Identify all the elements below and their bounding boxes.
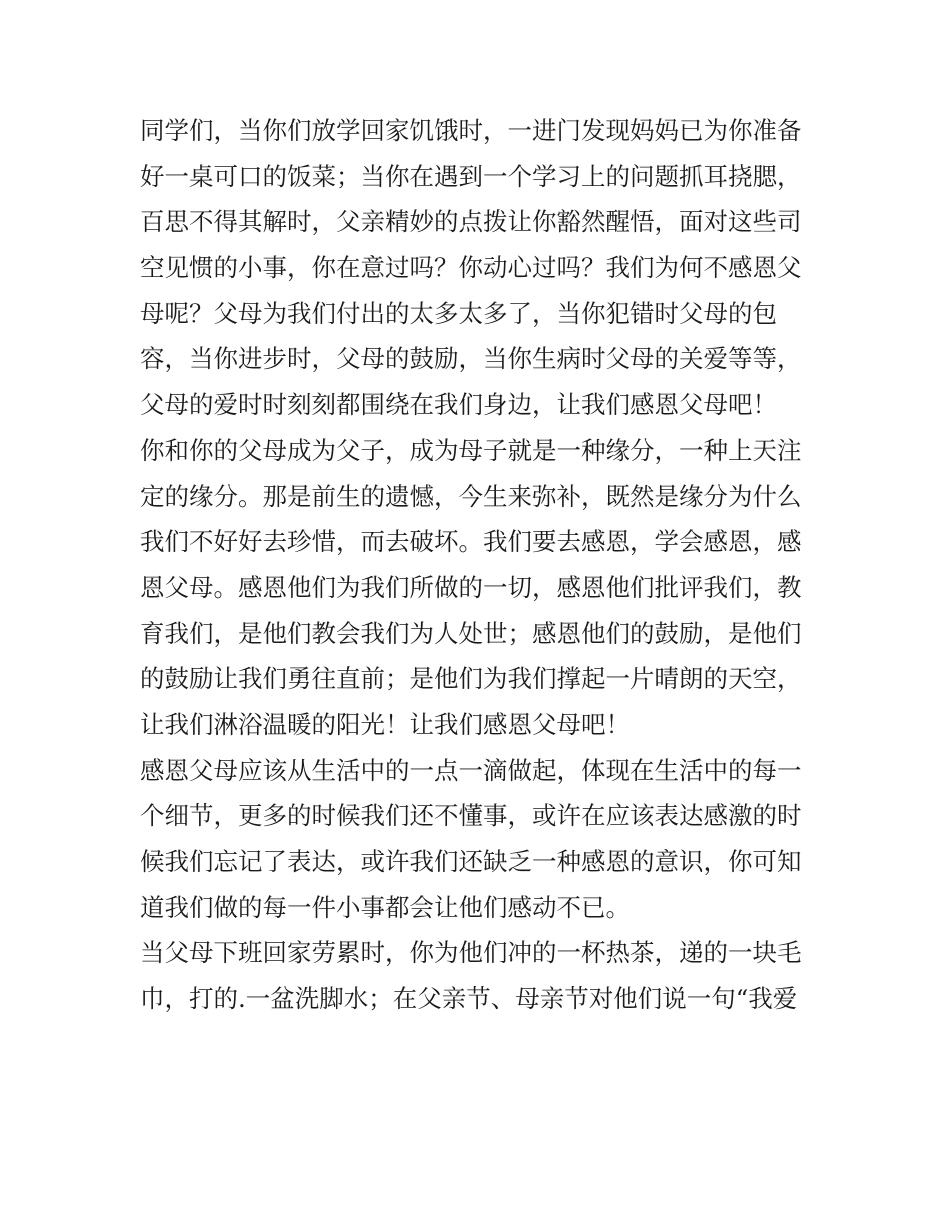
- text-line: 巾，打的.一盆洗脚水；在父亲节、母亲节对他们说一句“我爱: [140, 984, 798, 1014]
- text-line: 同学们，当你们放学回家饥饿时，一进门发现妈妈已为你准备: [140, 116, 802, 145]
- paragraph-4: [140, 930, 820, 1021]
- paragraph-2: [140, 428, 820, 748]
- text-line: 容，当你进步时，父母的鼓励，当你生病时父母的关爱等等，: [140, 344, 802, 374]
- text-line: 感恩父母应该从生活中的一点一滴做起，体现在生活中的每一: [140, 755, 802, 785]
- text-line: 个细节，更多的时候我们还不懂事，或许在应该表达感激的时: [140, 801, 802, 831]
- text-line: 空见惯的小事，你在意过吗？你动心过吗？我们为何不感恩父: [140, 253, 802, 283]
- paragraph-1: [140, 108, 820, 428]
- text-line: 让我们淋浴温暖的阳光！让我们感恩父母吧！: [140, 709, 630, 739]
- text-line: 好一桌可口的饭菜；当你在遇到一个学习上的问题抓耳挠腮，: [140, 161, 802, 191]
- text-line: 父母的爱时时刻刻都围绕在我们身边，让我们感恩父母吧！: [140, 390, 777, 420]
- text-line: 定的缘分。那是前生的遗憾，今生来弥补，既然是缘分为什么: [140, 481, 802, 511]
- text-line: 的鼓励让我们勇往直前；是他们为我们撑起一片晴朗的天空，: [140, 664, 802, 694]
- text-line: 恩父母。感恩他们为我们所做的一切，感恩他们批评我们，教: [140, 572, 802, 602]
- text-line: 你和你的父母成为父子，成为母子就是一种缘分，一种上天注: [140, 435, 802, 465]
- text-line: 育我们，是他们教会我们为人处世；感恩他们的鼓励，是他们: [140, 618, 802, 648]
- text-line: 我们不好好去珍惜，而去破坏。我们要去感恩，学会感恩，感: [140, 527, 802, 557]
- document-body: [140, 108, 820, 1022]
- text-line: 母呢？父母为我们付出的太多太多了，当你犯错时父母的包: [140, 298, 777, 328]
- text-line: 百思不得其解时，父亲精妙的点拨让你豁然醒悟，面对这些司: [140, 207, 802, 237]
- text-line: 候我们忘记了表达，或许我们还缺乏一种感恩的意识，你可知: [140, 847, 802, 876]
- paragraph-3: [140, 748, 820, 931]
- text-line: 当父母下班回家劳累时，你为他们冲的一杯热茶，递的一块毛: [140, 938, 802, 968]
- text-line: 道我们做的每一件小事都会让他们感动不已。: [140, 892, 630, 922]
